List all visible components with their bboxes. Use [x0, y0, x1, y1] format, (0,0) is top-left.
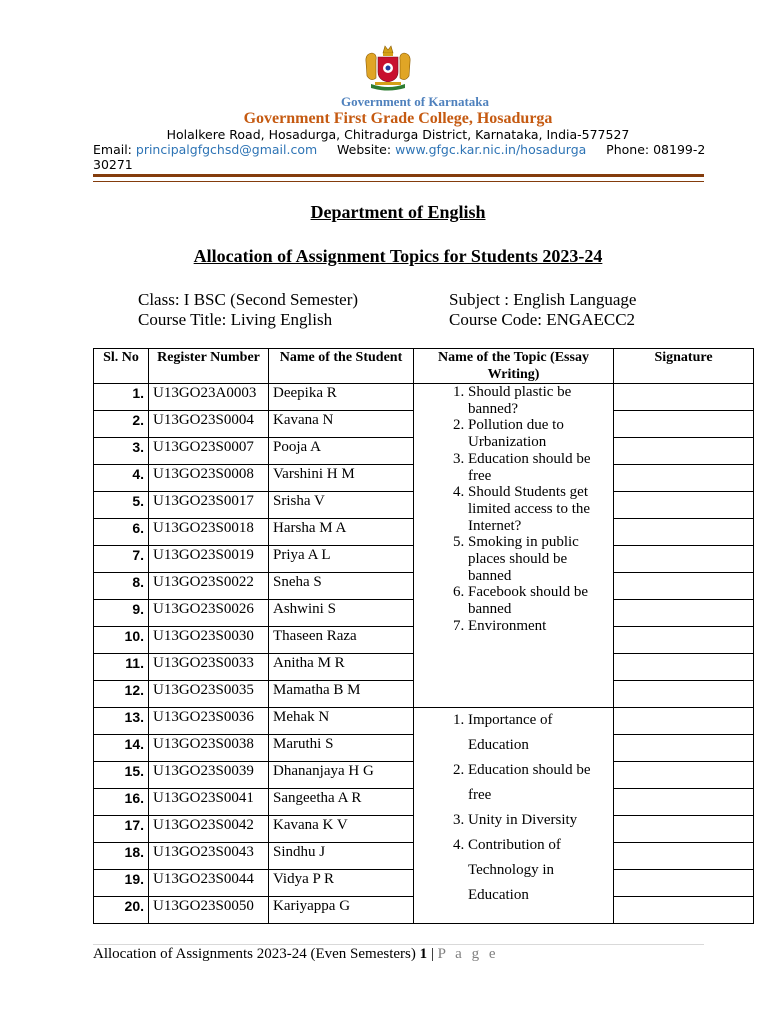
header-sl-no: Sl. No [94, 349, 149, 384]
student-name-cell: Deepika R [269, 384, 414, 411]
signature-cell[interactable] [614, 843, 754, 870]
sl-no-cell: 17. [94, 816, 149, 843]
register-number-cell: U13GO23S0007 [149, 438, 269, 465]
topic-item: 2. Pollution due to Urbanization [468, 417, 609, 450]
register-number-cell: U13GO23S0017 [149, 492, 269, 519]
header-student-name: Name of the Student [269, 349, 414, 384]
register-number-cell: U13GO23S0004 [149, 411, 269, 438]
register-number-cell: U13GO23S0042 [149, 816, 269, 843]
register-number-cell: U13GO23S0036 [149, 708, 269, 735]
signature-cell[interactable] [614, 816, 754, 843]
student-name-cell: Sneha S [269, 573, 414, 600]
student-name-cell: Sangeetha A R [269, 789, 414, 816]
page-number: 1 [419, 946, 428, 962]
signature-cell[interactable] [614, 600, 754, 627]
sl-no-cell: 1. [94, 384, 149, 411]
page-label: P a g e [437, 946, 499, 962]
website-link[interactable]: www.gfgc.kar.nic.in/hosadurga [395, 142, 587, 157]
topic-item: 2. Education should be free [468, 758, 609, 808]
signature-cell[interactable] [614, 546, 754, 573]
signature-cell[interactable] [614, 654, 754, 681]
student-name-cell: Anitha M R [269, 654, 414, 681]
sl-no-cell: 15. [94, 762, 149, 789]
email-label: Email: [93, 142, 132, 157]
header-topic: Name of the Topic (Essay Writing) [414, 349, 614, 384]
signature-cell[interactable] [614, 681, 754, 708]
table-row [94, 384, 754, 411]
register-number-cell: U13GO23S0019 [149, 546, 269, 573]
student-name-cell: Mamatha B M [269, 681, 414, 708]
topic-item: 6. Facebook should be banned [468, 584, 609, 617]
student-name-cell: Maruthi S [269, 735, 414, 762]
topic-group-cell [414, 708, 614, 924]
student-name-cell: Srisha V [269, 492, 414, 519]
register-number-cell: U13GO23S0038 [149, 735, 269, 762]
signature-cell[interactable] [614, 411, 754, 438]
register-number-cell: U13GO23S0050 [149, 897, 269, 924]
signature-cell[interactable] [614, 789, 754, 816]
signature-cell[interactable] [614, 465, 754, 492]
signature-cell[interactable] [614, 870, 754, 897]
student-name-cell: Harsha M A [269, 519, 414, 546]
topic-item: 4. Contribution of Technology in Education [468, 833, 609, 908]
register-number-cell: U13GO23S0041 [149, 789, 269, 816]
assignment-table [93, 348, 754, 924]
signature-cell[interactable] [614, 897, 754, 924]
header-divider [93, 174, 704, 182]
topic-list [418, 708, 609, 908]
subject-info: Subject : English Language [449, 290, 637, 309]
signature-cell[interactable] [614, 708, 754, 735]
sl-no-cell: 14. [94, 735, 149, 762]
topic-item: 3. Unity in Diversity [468, 808, 609, 833]
topic-item: 1. Importance of Education [468, 708, 609, 758]
sl-no-cell: 19. [94, 870, 149, 897]
department-title: Department of English [310, 202, 486, 222]
header-signature: Signature [614, 349, 754, 384]
footer-divider [93, 944, 704, 945]
header-register-number: Register Number [149, 349, 269, 384]
sl-no-cell: 18. [94, 843, 149, 870]
course-code-info: Course Code: ENGAECC2 [449, 310, 636, 329]
sl-no-cell: 8. [94, 573, 149, 600]
student-name-cell: Varshini H M [269, 465, 414, 492]
sl-no-cell: 12. [94, 681, 149, 708]
register-number-cell: U13GO23S0039 [149, 762, 269, 789]
register-number-cell: U13GO23S0033 [149, 654, 269, 681]
student-name-cell: Priya A L [269, 546, 414, 573]
topic-item: 5. Smoking in public places should be banned [468, 534, 609, 584]
sl-no-cell: 2. [94, 411, 149, 438]
sl-no-cell: 11. [94, 654, 149, 681]
student-name-cell: Thaseen Raza [269, 627, 414, 654]
footer-separator: | [430, 946, 434, 962]
allocation-title: Allocation of Assignment Topics for Students 2023-24 [193, 246, 603, 266]
email-link[interactable]: principalgfgchsd@gmail.com [135, 142, 318, 157]
sl-no-cell: 4. [94, 465, 149, 492]
student-name-cell: Ashwini S [269, 600, 414, 627]
register-number-cell: U13GO23A0003 [149, 384, 269, 411]
register-number-cell: U13GO23S0043 [149, 843, 269, 870]
class-info: Class: I BSC (Second Semester) [138, 290, 359, 309]
government-name: Government of Karnataka [340, 94, 490, 109]
contact-line [93, 142, 708, 172]
website-label: Website: [337, 142, 392, 157]
topic-item: 1. Should plastic be banned? [468, 384, 609, 417]
sl-no-cell: 5. [94, 492, 149, 519]
topic-list [418, 384, 609, 635]
student-name-cell: Dhananjaya H G [269, 762, 414, 789]
sl-no-cell: 13. [94, 708, 149, 735]
topic-item: 7. Environment [468, 618, 609, 635]
student-name-cell: Kavana N [269, 411, 414, 438]
register-number-cell: U13GO23S0008 [149, 465, 269, 492]
signature-cell[interactable] [614, 492, 754, 519]
page-footer [93, 946, 499, 963]
student-name-cell: Kariyappa G [269, 897, 414, 924]
topic-item: 3. Education should be free [468, 451, 609, 484]
karnataka-emblem-icon [361, 44, 415, 94]
student-name-cell: Pooja A [269, 438, 414, 465]
phone-number: 08199-230271 [93, 142, 706, 172]
sl-no-cell: 16. [94, 789, 149, 816]
topic-group-cell [414, 384, 614, 708]
course-title-info: Course Title: Living English [138, 310, 333, 329]
table-row [94, 708, 754, 735]
sl-no-cell: 20. [94, 897, 149, 924]
register-number-cell: U13GO23S0035 [149, 681, 269, 708]
college-name: Government First Grade College, Hosadurga [243, 110, 553, 127]
signature-cell[interactable] [614, 627, 754, 654]
phone-label: Phone: [606, 142, 650, 157]
student-name-cell: Mehak N [269, 708, 414, 735]
register-number-cell: U13GO23S0026 [149, 600, 269, 627]
sl-no-cell: 9. [94, 600, 149, 627]
sl-no-cell: 10. [94, 627, 149, 654]
student-name-cell: Kavana K V [269, 816, 414, 843]
signature-cell[interactable] [614, 438, 754, 465]
signature-cell[interactable] [614, 762, 754, 789]
signature-cell[interactable] [614, 573, 754, 600]
register-number-cell: U13GO23S0044 [149, 870, 269, 897]
register-number-cell: U13GO23S0018 [149, 519, 269, 546]
student-name-cell: Vidya P R [269, 870, 414, 897]
sl-no-cell: 6. [94, 519, 149, 546]
signature-cell[interactable] [614, 735, 754, 762]
table-header-row [94, 349, 754, 384]
footer-text: Allocation of Assignments 2023-24 (Even Semesters) [93, 946, 416, 962]
signature-cell[interactable] [614, 384, 754, 411]
sl-no-cell: 7. [94, 546, 149, 573]
student-name-cell: Sindhu J [269, 843, 414, 870]
register-number-cell: U13GO23S0030 [149, 627, 269, 654]
sl-no-cell: 3. [94, 438, 149, 465]
signature-cell[interactable] [614, 519, 754, 546]
register-number-cell: U13GO23S0022 [149, 573, 269, 600]
college-address: Holalkere Road, Hosadurga, Chitradurga District, Karnataka, India-577527 [166, 127, 630, 142]
topic-item: 4. Should Students get limited access to the Internet? [468, 484, 609, 534]
